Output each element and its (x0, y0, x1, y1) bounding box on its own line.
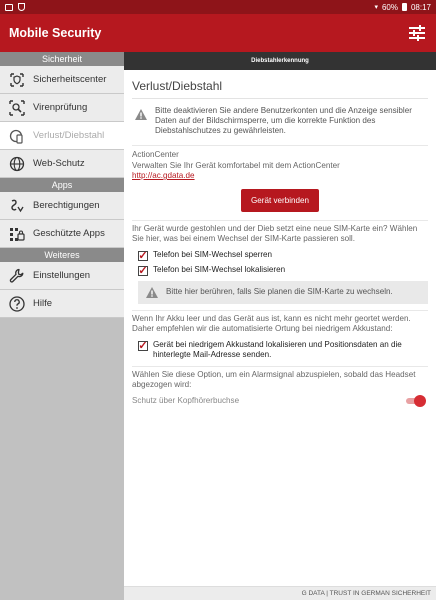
sim-lock-checkbox[interactable] (138, 251, 148, 261)
sim-change-info-text: Bitte hier berühren, falls Sie planen die SIM-Karte zu wechseln. (166, 287, 393, 296)
actioncenter-title: ActionCenter (132, 150, 179, 159)
checkmark-icon: ✓ (138, 264, 148, 277)
shield-icon (7, 70, 27, 90)
warning-text: Bitte deaktivieren Sie andere Benutzerkonten und die Anzeige sensibler Daten auf der Bildschirmsperre, um die korrekte Funktion des Diebstahlschutzes zu gewährleisten. (155, 106, 412, 135)
sidebar-item-label: Virenprüfung (33, 102, 88, 113)
headphone-protection-row[interactable] (132, 395, 428, 407)
sidebar-item-label: Sicherheitscenter (33, 74, 107, 85)
sidebar (0, 52, 124, 600)
battery-locate-label: Gerät bei niedrigem Akkustand lokalisieren und Positionsdaten an die hinterlegte Mail-Adresse senden. (153, 339, 402, 359)
battery-intro-text: Wenn Ihr Akku leer und das Gerät aus ist, kann es nicht mehr geortet werden. Daher empfehlen wir die automatisierte Ortung bei niedrigem Akkustand: (132, 313, 411, 333)
wrench-icon (7, 266, 27, 286)
headphone-protection-label: Schutz über Kopfhörerbuchse (132, 396, 240, 405)
sidebar-item-virenpruefung[interactable] (0, 94, 124, 122)
sim-lock-checkbox-row[interactable] (132, 250, 428, 260)
phone-location-icon (7, 126, 27, 146)
status-bar (0, 0, 436, 14)
wifi-icon: ▾ (374, 4, 378, 11)
permissions-icon (7, 196, 27, 216)
main-panel (124, 52, 436, 600)
divider (132, 366, 428, 367)
clock: 08:17 (410, 2, 431, 12)
protected-apps-icon (7, 224, 27, 244)
sim-change-info-box[interactable] (138, 281, 428, 304)
image-notification-icon (5, 4, 13, 11)
connect-button-wrap (132, 189, 428, 221)
battery-locate-checkbox-row[interactable] (132, 340, 428, 360)
sidebar-item-label: Geschützte Apps (33, 228, 105, 239)
scan-icon (7, 98, 27, 118)
sidebar-item-label: Berechtigungen (33, 200, 100, 211)
connect-device-button[interactable]: Gerät verbinden (241, 189, 319, 212)
page-title: Verlust/Diebstahl (132, 79, 428, 99)
actioncenter-description: Verwalten Sie Ihr Gerät komfortabel mit dem ActionCenter (132, 160, 340, 170)
sidebar-item-einstellungen[interactable] (0, 262, 124, 290)
app-title: Mobile Security (9, 26, 102, 40)
sidebar-item-label: Verlust/Diebstahl (33, 130, 105, 141)
checkmark-icon: ✓ (138, 339, 148, 352)
shield-notification-icon (18, 3, 25, 11)
sidebar-item-web-schutz[interactable] (0, 150, 124, 178)
warning-icon (145, 286, 159, 299)
footer: G DATA | TRUST IN GERMAN SICHERHEIT (124, 586, 436, 600)
sim-locate-checkbox[interactable] (138, 266, 148, 276)
sidebar-item-label: Web-Schutz (33, 158, 85, 169)
sim-locate-label: Telefon bei SIM-Wechsel lokalisieren (153, 264, 286, 274)
sim-locate-checkbox-row[interactable] (132, 265, 428, 275)
sidebar-section-apps: Apps (0, 178, 124, 192)
battery-percent: 60% (381, 2, 398, 12)
divider (132, 310, 428, 311)
battery-icon (402, 3, 407, 11)
sliders-icon[interactable] (407, 23, 427, 43)
sidebar-item-berechtigungen[interactable] (0, 192, 124, 220)
sidebar-item-hilfe[interactable] (0, 290, 124, 318)
checkmark-icon: ✓ (138, 249, 148, 262)
lockscreen-warning (132, 106, 428, 136)
sidebar-item-label: Hilfe (33, 298, 53, 309)
sidebar-item-sicherheitscenter[interactable] (0, 66, 124, 94)
sidebar-item-geschuetzte-apps[interactable] (0, 220, 124, 248)
help-icon (7, 294, 27, 314)
sidebar-section-sicherheit: Sicherheit (0, 52, 124, 66)
headphone-protection-toggle[interactable] (406, 395, 426, 407)
content-area[interactable] (124, 70, 436, 407)
globe-icon (7, 154, 27, 174)
sidebar-item-label: Einstellungen (33, 270, 91, 281)
sidebar-item-verlust-diebstahl[interactable] (0, 122, 124, 150)
sim-intro-text: Ihr Gerät wurde gestohlen und der Dieb setzt eine neue SIM-Karte ein? Wählen Sie hier, was bei einem Wechsel der SIM-Karte passieren soll. (132, 223, 418, 243)
sim-lock-label: Telefon bei SIM-Wechsel sperren (153, 249, 273, 259)
sidebar-section-weiteres: Weiteres (0, 248, 124, 262)
actioncenter-link[interactable]: http://ac.gdata.de (132, 171, 195, 180)
page-topbar: Diebstahlerkennung (124, 52, 436, 70)
actioncenter-section (132, 145, 428, 182)
toggle-thumb (414, 395, 426, 407)
warning-icon (134, 108, 148, 121)
alarm-intro-text: Wählen Sie diese Option, um ein Alarmsignal abzuspielen, sobald das Headset abgezogen wird: (132, 369, 416, 389)
battery-locate-checkbox[interactable] (138, 341, 148, 351)
app-bar (0, 14, 436, 52)
